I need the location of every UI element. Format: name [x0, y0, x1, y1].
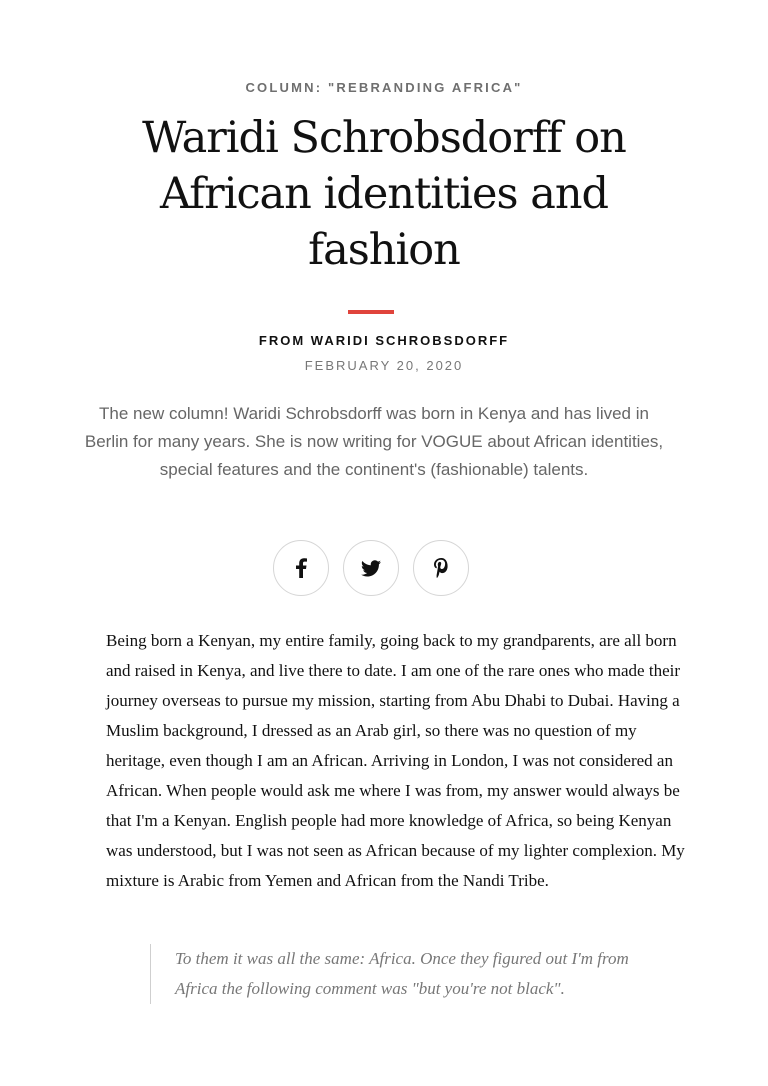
author-byline[interactable]: FROM WARIDI SCHROBSDORFF	[258, 333, 510, 348]
share-facebook-button[interactable]	[273, 540, 329, 596]
title-divider	[348, 310, 394, 314]
twitter-icon	[361, 560, 381, 577]
pull-quote: To them it was all the same: Africa. Once they figured out I'm from Africa the following comment was "but you're not black".	[150, 944, 650, 1004]
publish-date: FEBRUARY 20, 2020	[304, 358, 464, 373]
share-twitter-button[interactable]	[343, 540, 399, 596]
column-kicker[interactable]: COLUMN: "REBRANDING AFRICA"	[245, 80, 523, 95]
pinterest-icon	[434, 558, 448, 578]
share-pinterest-button[interactable]	[413, 540, 469, 596]
share-bar	[0, 540, 768, 596]
article-title: Waridi Schrobsdorff on African identities and fashion	[142, 113, 626, 275]
article-body-paragraph: Being born a Kenyan, my entire family, going back to my grandparents, are all born and raised in Kenya, and live there to date. I am one of the rare ones who made their journey overseas to pursue my mission, starting from Abu Dhabi to Dubai. Having a Muslim background, I dressed as an Arab girl, so there was no question of my heritage, even though I am an African. Arriving in London, I was not considered an African. When people would ask me where I was from, my answer would always be that I'm a Kenyan. English people had more knowledge of Africa, so being Kenyan was understood, but I was not seen as African because of my lighter complexion. My mixture is Arabic from Yemen and African from the Nandi Tribe.	[106, 631, 685, 890]
article-lede: The new column! Waridi Schrobsdorff was born in Kenya and has lived in Berlin for many years. She is now writing for VOGUE about African identities, special features and the continent's (fashionable) talents.	[84, 404, 664, 479]
facebook-icon	[295, 558, 307, 578]
